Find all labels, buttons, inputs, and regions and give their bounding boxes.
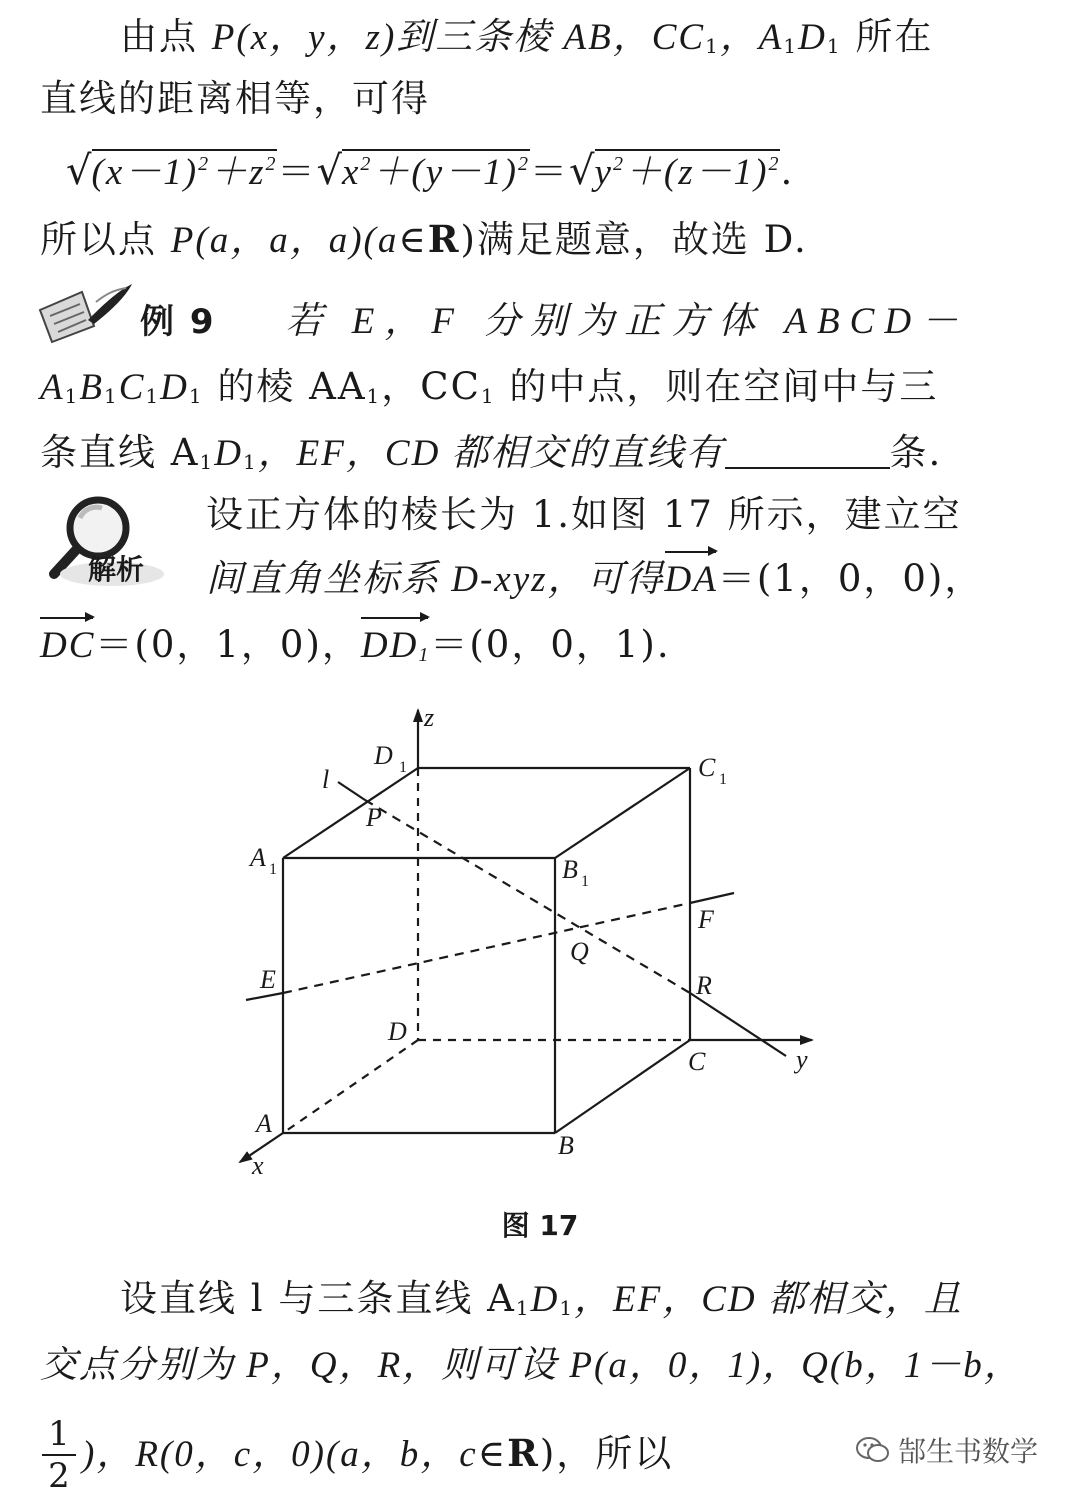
label-b: B [558, 1131, 574, 1160]
line-ef-hidden [283, 903, 690, 993]
text: 若 E，F 分别为正方体 ABCD－ [285, 301, 969, 342]
example-icon [36, 280, 136, 348]
cube-diagram [0, 690, 1080, 1200]
analysis-line-1: 设正方体的棱长为 1.如图 17 所示，建立空 [206, 493, 962, 536]
text: (x，y，z)到三条棱 [236, 17, 564, 58]
svg-text:1: 1 [269, 861, 277, 878]
svg-text:1: 1 [399, 759, 407, 776]
svg-text:1: 1 [719, 771, 727, 788]
label-d1: D [374, 741, 393, 770]
analysis-line-2: 间直角坐标系 D-xyz，可得DA＝(1，0，0)， [206, 554, 983, 605]
watermark [856, 1430, 1038, 1470]
edge-da [283, 1040, 418, 1133]
label-r: R [696, 971, 712, 1000]
text: )满足题意，故选 D. [460, 218, 808, 261]
text: 所在 [841, 15, 934, 58]
label-x: x [252, 1151, 264, 1180]
vector-da: DA [665, 555, 718, 605]
sqrt-sign: √ [66, 148, 94, 194]
example-line-3: 条直线 $A_1D_1$，EF，CD 都相交的直线有 条. [40, 431, 943, 474]
math: ，A [719, 17, 784, 58]
label-b1: B [562, 855, 578, 884]
equation-line [66, 146, 794, 197]
example-line-2: $A_1B_1C_1D_1$ 的棱 $AA_1$，$CC_1$ 的中点，则在空间中与三 [40, 365, 939, 408]
real-set-symbol: R [427, 217, 461, 261]
edge-a1d1 [283, 768, 418, 858]
figure-caption: 图 17 [501, 1209, 579, 1242]
radicand-2: $x^2+(y-1)^2$ [342, 149, 530, 193]
label-a: A [256, 1109, 272, 1138]
label-f: F [698, 905, 714, 934]
subscript: 1 [705, 34, 720, 58]
text-line-conclusion [40, 214, 808, 266]
sqrt-sign: √ [569, 148, 597, 194]
line-l-start [338, 782, 365, 800]
label-y: y [796, 1045, 808, 1074]
label-a1: A [250, 843, 266, 872]
period: . [780, 150, 795, 193]
label-l: l [322, 765, 330, 794]
watermark-text: 郜生书数学 [898, 1435, 1039, 1468]
radicand-1: $(x-1)^2+z^2$ [92, 149, 278, 193]
equals: ＝ [530, 150, 569, 193]
sqrt-sign: √ [316, 148, 344, 194]
fraction-one-half: $\frac{1}{2}$ [42, 1414, 76, 1496]
subscript: 1 [826, 34, 842, 58]
vector-dd1: $DD_1$ [361, 621, 430, 671]
subscript: 1 [783, 34, 799, 58]
label-c1: C [698, 753, 716, 782]
text: 直线的距离相等，可得 [40, 77, 430, 120]
math-p: P [211, 17, 237, 58]
text-line-1 [120, 12, 933, 63]
answer-blank [725, 433, 890, 469]
edge-b1c1 [555, 768, 690, 858]
label-c: C [688, 1047, 706, 1076]
text-line-p2-2: 交点分别为 P，Q，R，则可设 P(a，0，1)，Q(b，1－b， [40, 1345, 1023, 1386]
text: 由点 [120, 15, 212, 58]
real-set-symbol: R [507, 1431, 540, 1475]
example-label: 例 9 [140, 302, 216, 342]
math: AB，CC [563, 17, 706, 58]
math: P(a，a，a)(a∈ [170, 220, 428, 261]
text-line-p2-3: )，R(0，c，0)(a，b，c∈R)，所以 [82, 1431, 674, 1475]
math: D [798, 17, 827, 58]
vector-dc: DC [40, 621, 95, 671]
text: 所以点 [40, 218, 171, 261]
analysis-badge: 解析 [88, 553, 145, 586]
svg-text:1: 1 [581, 873, 589, 890]
line-ef-end [690, 893, 734, 903]
equals: ＝ [277, 150, 317, 193]
label-e: E [260, 965, 276, 994]
wechat-icon [856, 1436, 890, 1464]
text-line-2 [40, 74, 430, 124]
label-q: Q [570, 937, 589, 966]
example-line-1 [140, 296, 968, 347]
line-ef-start [246, 993, 283, 1000]
edge-bc [555, 1040, 690, 1133]
text-line-p2-1: 设直线 l 与三条直线 $A_1D_1$，EF，CD 都相交，且 [120, 1277, 963, 1320]
analysis-icon [40, 494, 170, 594]
analysis-line-3: DC＝(0，1，0)，$DD_1=(0$，0，1). [40, 620, 671, 671]
label-d: D [388, 1017, 407, 1046]
label-p: P [366, 803, 382, 832]
radicand-3: $y^2+(z-1)^2$ [595, 149, 781, 193]
label-z: z [424, 703, 435, 732]
